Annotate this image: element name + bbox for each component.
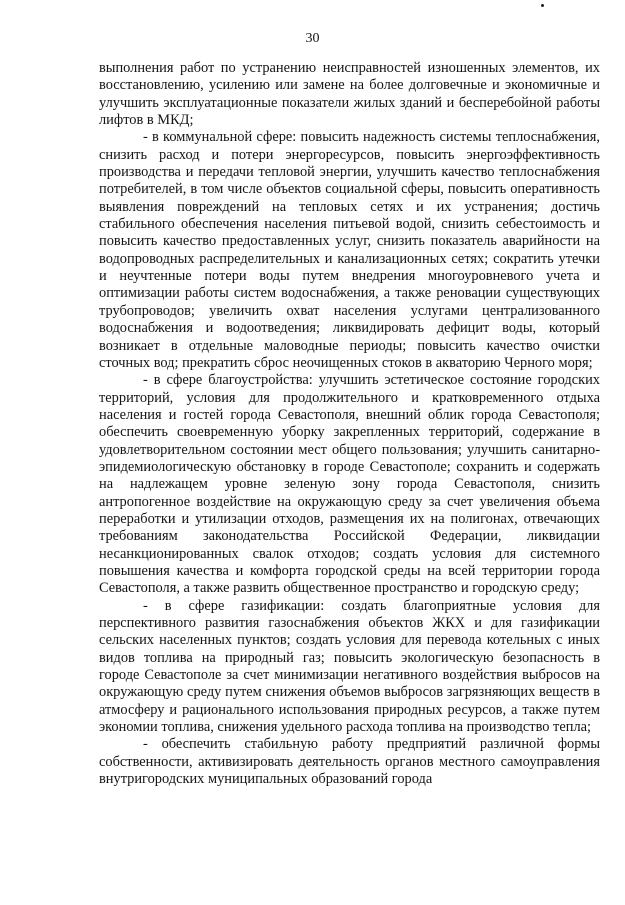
- page-number: 30: [305, 31, 320, 46]
- paragraph-communal-sphere: - в коммунальной сфере: повысить надежность системы теплоснабжения, снизить расход и потери энергоресурсов, повысить энергоэффективность производства и передачи тепловой энергии, улучшить качество теплоснабжения потребителей, в том числе объектов социальной сферы, повысить оперативность выявления повреждений на тепловых сетях и их устранения; достичь стабильного обеспечения населения питьевой водой, снизить себестоимость и повысить качество предоставленных услуг, снизить показатель аварийности на водопроводных распределительных и канализационных сетях; сократить утечки и неучтенные потери воды путем внедрения многоуровневого учета и оптимизации работы систем водоснабжения, а также реновации существующих трубопроводов; увеличить охват населения услугами централизованного водоснабжения и водоотведения; ликвидировать дефицит воды, который возникает в отдельные маловодные периоды; повысить качество очистки сточных вод; прекратить сброс неочищенных стоков в акваторию Черного моря;: [99, 129, 600, 371]
- paragraph-enterprises: - обеспечить стабильную работу предприятий различной формы собственности, активизировать деятельность органов местного самоуправления внутригородских муниципальных образований города: [99, 736, 600, 788]
- scan-speck: [541, 4, 544, 7]
- paragraph-housing-continuation: выполнения работ по устранению неисправностей изношенных элементов, их восстановлению, усилению или замене на более долговечные и экономичные и улучшить эксплуатационные показатели жилых зданий и бесперебойной работы лифтов в МКД;: [99, 60, 600, 129]
- document-body: [99, 60, 600, 788]
- paragraph-landscaping-sphere: - в сфере благоустройства: улучшить эстетическое состояние городских территорий, условия для продолжительного и кратковременного отдыха населения и гостей города Севастополя, внешний облик города Севастополя; обеспечить своевременную уборку закрепленных территорий, содержание в удовлетворительном состоянии мест общего пользования; улучшить санитарно-эпидемиологическую обстановку в городе Севастополе; сохранить и содержать на надлежащем уровне зеленую зону города Севастополя, снизить антропогенное воздействие на окружающую среду за счет увеличения объема переработки и утилизации отходов, размещения их на полигонах, отвечающих требованиям законодательства Российской Федерации, ликвидации несанкционированных свалок отходов; создать условия для системного повышения качества и комфорта городской среды на всей территории города Севастополя, а также развить общественное пространство и городскую среду;: [99, 372, 600, 597]
- paragraph-gasification-sphere: - в сфере газификации: создать благоприятные условия для перспективного развития газоснабжения объектов ЖКХ и для газификации сельских населенных пунктов; создать условия для перевода котельных с иных видов топлива на природный газ; повысить экологическую безопасность в городе Севастополе за счет минимизации негативного воздействия выбросов на окружающую среду путем снижения объемов выбросов загрязняющих веществ в атмосферу и рационального использования природных ресурсов, а также путем экономии топлива, снижения удельного расхода топлива на производство тепла;: [99, 597, 600, 736]
